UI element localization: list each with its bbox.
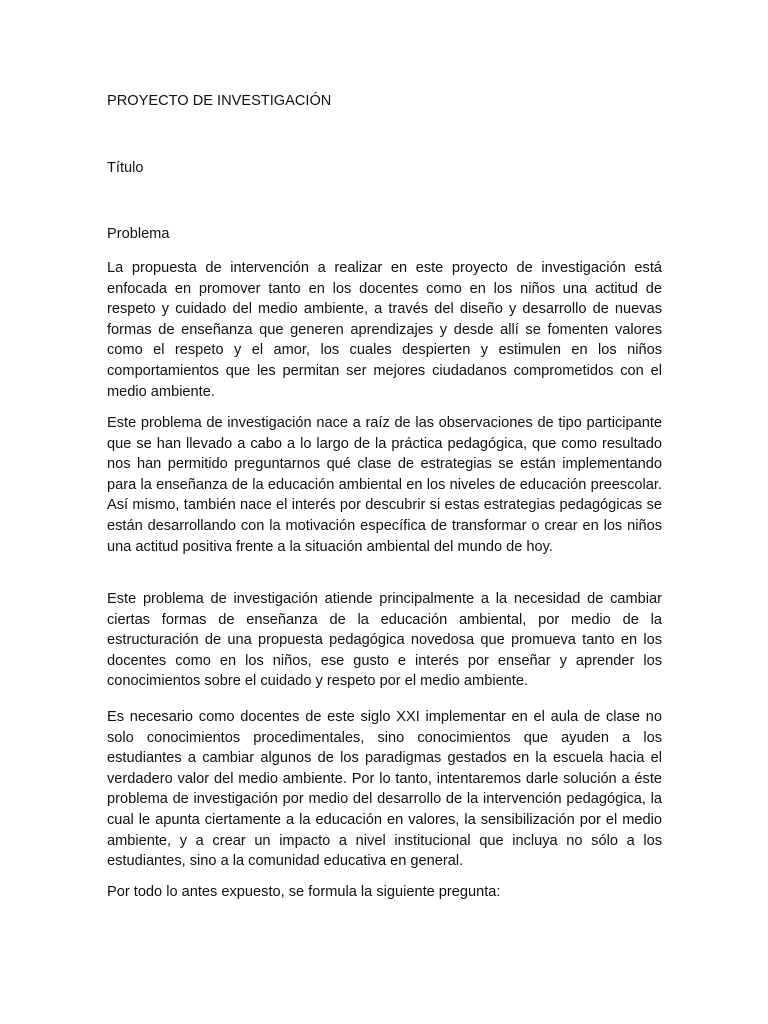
document-heading: PROYECTO DE INVESTIGACIÓN <box>107 93 332 109</box>
paragraph-3: Este problema de investigación atiende principalmente a la necesidad de cambiar ciertas formas de enseñanza de la educación ambiental, por medio de la estructuración de una propuesta pedagógica novedosa que promueva tanto en los docentes como en los niños, ese gusto e interés por enseñar y aprender los conocimientos sobre el cuidado y respeto por el medio ambiente. <box>107 591 662 690</box>
paragraph-2: Este problema de investigación nace a raíz de las observaciones de tipo participante que se han llevado a cabo a lo largo de la práctica pedagógica, que como resultado nos han permitido preguntarnos qué clase de estrategias se están implementando para la enseñanza de la educación ambiental en los niveles de educación preescolar. Así mismo, también nace el interés por descubrir si estas estrategias pedagógicas se están desarrollando con la motivación específica de transformar o crear en los niños una actitud positiva frente a la situación ambiental del mundo de hoy. <box>107 415 662 555</box>
paragraph-4: Es necesario como docentes de este siglo XXI implementar en el aula de clase no solo conocimientos procedimentales, sino conocimientos que ayuden a los estudiantes a cambiar algunos de los paradigmas gestados en la escuela hacia el verdadero valor del medio ambiente. Por lo tanto, intentaremos darle solución a éste problema de investigación por medio del desarrollo de la intervención pedagógica, la cual le apunta ciertamente a la educación en valores, la sensibilización por el medio ambiente, y a crear un impacto a nivel institucional que incluya no sólo a los estudiantes, sino a la comunidad educativa en general. <box>107 709 662 870</box>
paragraph-1: La propuesta de intervención a realizar en este proyecto de investigación está enfocada en promover tanto en los docentes como en los niños una actitud de respeto y cuidado del medio ambiente, a través del diseño y desarrollo de nuevas formas de enseñanza que generen aprendizajes y desde allí se fomenten valores como el respeto y el amor, los cuales despierten y estimulen en los niños comportamientos que les permitan ser mejores ciudadanos comprometidos con el medio ambiente. <box>107 260 662 400</box>
paragraph-5: Por todo lo antes expuesto, se formula la siguiente pregunta: <box>107 884 501 900</box>
title-label: Título <box>107 160 144 176</box>
problem-label: Problema <box>107 226 170 242</box>
